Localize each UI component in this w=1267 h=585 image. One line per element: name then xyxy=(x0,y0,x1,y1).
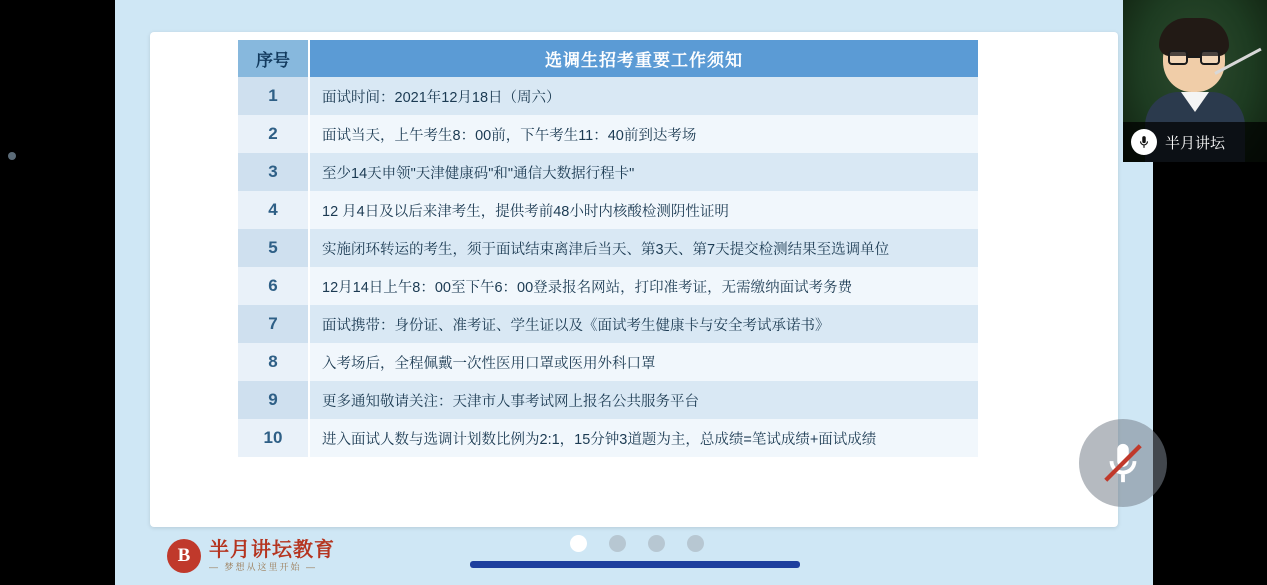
table-row xyxy=(238,267,978,305)
row-number: 7 xyxy=(238,305,310,343)
row-text: 实施闭环转运的考生，须于面试结束离津后当天、第3天、第7天提交检测结果至选调单位 xyxy=(310,229,978,267)
notice-table xyxy=(238,40,978,457)
logo-mark-icon: B xyxy=(167,539,201,573)
table-row xyxy=(238,419,978,457)
glasses-icon xyxy=(1168,50,1220,65)
pagination-dot-3[interactable] xyxy=(648,535,665,552)
cursor-dot xyxy=(8,152,16,160)
row-number: 10 xyxy=(238,419,310,457)
presenter-name-bar xyxy=(1123,122,1267,162)
row-number: 8 xyxy=(238,343,310,381)
table-row xyxy=(238,77,978,115)
pagination-dot-1[interactable] xyxy=(570,535,587,552)
progress-bar[interactable] xyxy=(470,561,800,568)
table-row xyxy=(238,343,978,381)
table-header-index: 序号 xyxy=(238,40,310,77)
row-number: 6 xyxy=(238,267,310,305)
microphone-icon xyxy=(1131,129,1157,155)
slide-deck[interactable] xyxy=(115,0,1153,585)
table-row xyxy=(238,381,978,419)
table-row xyxy=(238,229,978,267)
row-number: 4 xyxy=(238,191,310,229)
row-text: 12 月4日及以后来津考生，提供考前48小时内核酸检测阴性证明 xyxy=(310,191,978,229)
brand-logo xyxy=(167,539,335,573)
mute-microphone-button[interactable] xyxy=(1079,419,1167,507)
row-text: 至少14天申领"天津健康码"和"通信大数据行程卡" xyxy=(310,153,978,191)
table-row xyxy=(238,153,978,191)
table-row xyxy=(238,305,978,343)
logo-text xyxy=(209,539,335,573)
row-number: 1 xyxy=(238,77,310,115)
logo-main-text: 半月讲坛教育 xyxy=(209,539,335,562)
pagination-dot-4[interactable] xyxy=(687,535,704,552)
row-number: 2 xyxy=(238,115,310,153)
row-text: 面试时间：2021年12月18日（周六） xyxy=(310,77,978,115)
row-text: 12月14日上午8：00至下午6：00登录报名网站，打印准考证，无需缴纳面试考务费 xyxy=(310,267,978,305)
pagination-dot-2[interactable] xyxy=(609,535,626,552)
row-text: 面试携带：身份证、准考证、学生证以及《面试考生健康卡与安全考试承诺书》 xyxy=(310,305,978,343)
row-text: 进入面试人数与选调计划数比例为2:1，15分钟3道题为主，总成绩=笔试成绩+面试成绩 xyxy=(310,419,978,457)
table-row xyxy=(238,115,978,153)
row-number: 9 xyxy=(238,381,310,419)
row-number: 3 xyxy=(238,153,310,191)
table-header-row xyxy=(238,40,978,77)
pagination-dots[interactable] xyxy=(570,535,704,552)
table-header-title: 选调生招考重要工作须知 xyxy=(310,40,978,77)
row-text: 面试当天，上午考生8：00前，下午考生11：40前到达考场 xyxy=(310,115,978,153)
table-row xyxy=(238,191,978,229)
row-text: 更多通知敬请关注：天津市人事考试网上报名公共服务平台 xyxy=(310,381,978,419)
row-number: 5 xyxy=(238,229,310,267)
microphone-muted-icon xyxy=(1100,440,1146,486)
presenter-name: 半月讲坛 xyxy=(1165,134,1226,152)
presenter-video-tile[interactable] xyxy=(1123,0,1267,162)
logo-sub-text: — 梦想从这里开始 — xyxy=(209,562,318,573)
row-text: 入考场后，全程佩戴一次性医用口罩或医用外科口罩 xyxy=(310,343,978,381)
